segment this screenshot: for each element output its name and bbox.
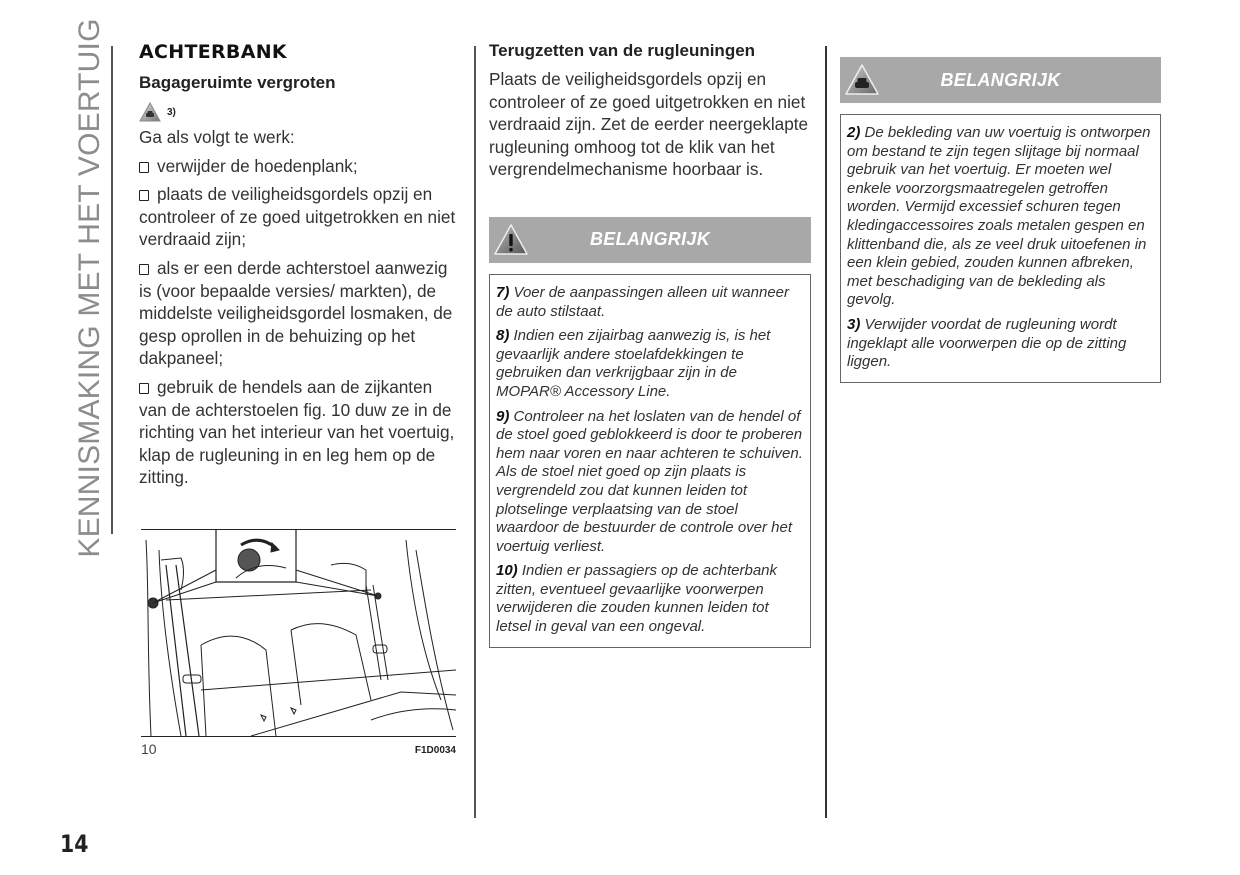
column-divider-2	[825, 46, 827, 818]
warning-ref-number: 3)	[167, 106, 176, 118]
warning-item: 2) De bekleding van uw voertuig is ontworpen om bestand te zijn tegen slijtage bij normaal gebruik van het voertuig. Er moeten wel enkele voorzorgsmaatregelen getroffen worden. Vermijd excessief schuren tegen kledingaccessoires zoals metalen gespen en klittenband die, als ze veel druk uitoefenen in een klein gebied, zouden kunnen afbreken, met beschadiging van de bekleding als gevolg.	[847, 124, 1151, 309]
warning-box	[489, 274, 811, 648]
checkbox-bullet-icon	[139, 383, 149, 394]
warning-box	[840, 114, 1161, 383]
warning-item: 8) Indien een zijairbag aanwezig is, is het gevaarlijk andere stoelafdekkingen te gebruiken dan verkrijgbaar zijn in de MOPAR® Accessory Line.	[496, 327, 771, 400]
warning-header	[489, 217, 811, 263]
list-item: verwijder de hoedenplank;	[139, 155, 457, 178]
checkbox-bullet-icon	[139, 162, 149, 173]
checkbox-bullet-icon	[139, 264, 149, 275]
warning-item: 10) Indien er passagiers op de achterbank zitten, eventueel gevaarlijke voorwerpen verwijderen die zouden kunnen leiden tot letsel in geval van een ongeval.	[496, 562, 778, 636]
warning-item: 7) Voer de aanpassingen alleen uit wanneer de auto stilstaat.	[496, 283, 789, 320]
list-item: gebruik de hendels aan de zijkanten van de achterstoelen fig. 10 duw ze in de richting van het interieur van het voertuig, klap de rugleuning in en leg hem op de zitting.	[139, 376, 455, 488]
column-divider-1	[474, 46, 476, 818]
intro-text: Ga als volgt te werk:	[139, 127, 295, 147]
paragraph: Plaats de veiligheidsgordels opzij en controleer of ze goed uitgetrokken en niet verdraaid zijn. Zet de eerder neergeklapte rugleuning omhoog tot de klik van het vergrendelmechanisme hoorbaar is.	[489, 69, 809, 180]
figure-code: F1D0034	[414, 745, 456, 756]
side-divider	[111, 46, 113, 534]
subsection-title: Terugzetten van de rugleuningen	[489, 41, 756, 60]
page-number: 14	[60, 830, 89, 858]
right-column	[840, 57, 1161, 383]
rear-seat-illustration	[141, 530, 456, 736]
list-item: als er een derde achterstoel aanwezig is (voor bepaalde versies/ markten), de middelste veiligheidsgordel losmaken, de gesp oprollen in de behuizing op het dakpaneel;	[139, 257, 453, 369]
warning-item: 9) Controleer na het loslaten van de hendel of de stoel goed geblokkeerd is door te proberen hem naar voren en naar achteren te schuiven. Als de stoel niet goed op zijn plaats is vergrendeld zou dat kunnen leiden tot plotselinge verplaatsing van de stoel waardoor de bestuurder de controle over het voertuig verliest.	[496, 407, 803, 555]
checkbox-bullet-icon	[139, 190, 149, 201]
chapter-title: KENNISMAKING MET HET VOERTUIG	[73, 17, 106, 558]
warning-reference	[139, 100, 457, 124]
subsection-title: Bagageruimte vergroten	[139, 73, 336, 92]
figure-caption	[141, 741, 456, 757]
figure-number: 10	[141, 741, 157, 757]
figure-bottom-rule	[141, 736, 456, 737]
left-column	[139, 40, 457, 489]
exclamation-warning-icon	[493, 222, 529, 258]
section-title: ACHTERBANK	[139, 41, 287, 63]
warning-item: 3) Verwijder voordat de rugleuning wordt ingeklapt alle voorwerpen die op de zitting liggen.	[847, 315, 1127, 371]
figure-10	[141, 529, 456, 757]
middle-column	[489, 40, 811, 648]
list-item: plaats de veiligheidsgordels opzij en controleer of ze goed uitgetrokken en niet verdraaid zijn;	[139, 184, 456, 250]
warning-title: BELANGRIJK	[589, 229, 710, 250]
car-warning-icon	[844, 62, 880, 98]
warning-title: BELANGRIJK	[940, 69, 1061, 90]
chapter-side-tab	[70, 17, 110, 558]
car-warning-icon	[139, 102, 161, 122]
warning-header	[840, 57, 1161, 103]
